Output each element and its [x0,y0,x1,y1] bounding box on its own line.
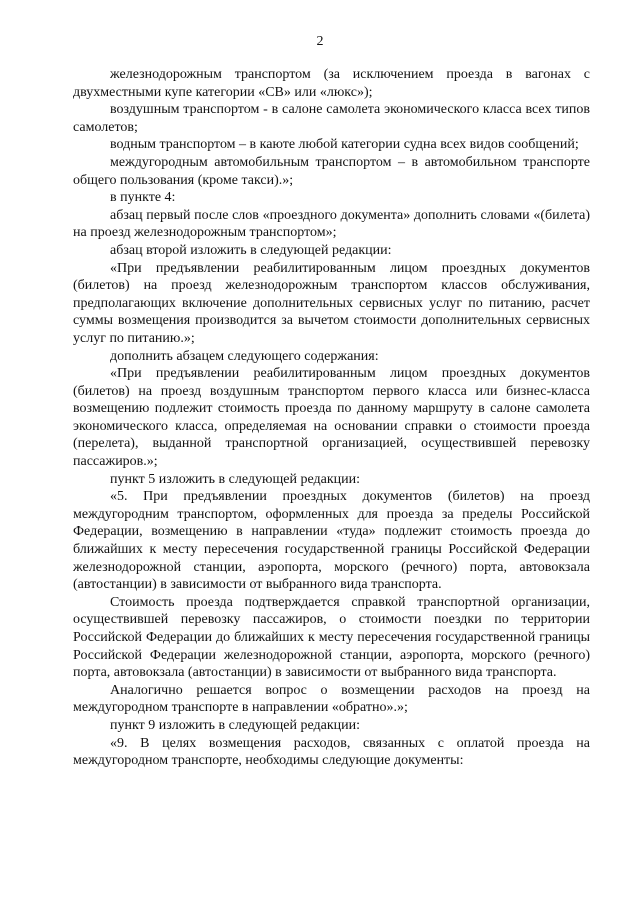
paragraph-air-transport: воздушным транспортом - в салоне самолета экономического класса всех типов самолетов; [73,102,590,135]
paragraph-clause-5-heading: пункт 5 изложить в следующей редакции: [110,471,360,487]
paragraph-supplement-heading: дополнить абзацем следующего содержания: [110,348,379,364]
paragraph-rail-transport: железнодорожным транспортом (за исключением проезда в вагонах с двухместными купе категории «СВ» или «люкс»); [73,67,590,100]
paragraph-clause-9-text: «9. В целях возмещения расходов, связанных с оплатой проезда на междугородном транспорте, необходимы следующие документы: [73,735,590,769]
paragraph-return-direction: Аналогично решается вопрос о возмещении расходов на проезд на междугородном транспорте в направлении «обратно».»; [73,682,590,716]
paragraph-clause-4-second-heading: абзац второй изложить в следующей редакции: [110,242,392,258]
paragraph-cost-confirmation: Стоимость проезда подтверждается справкой транспортной организации, осуществившей перевозку пассажиров, о стоимости поездки по территории Российской Федерации до ближайших к месту пересечения государственной границы Российской Федерации железнодорожной станции, аэропорта, морского (речного) порта, автовокзала (автостанции) в зависимости от выбранного вида транспорта. [73,594,590,681]
paragraph-road-transport: междугородным автомобильным транспортом – в автомобильном транспорте общего пользования (кроме такси).»; [73,154,590,188]
paragraph-water-transport: водным транспортом – в каюте любой категории судна всех видов сообщений; [110,137,579,153]
paragraph-clause-5-text: «5. При предъявлении проездных документов (билетов) на проезд междугородним транспортом, оформленных для проезда за пределы Российской Федерации, возмещению в направлении «туда» подлежит стоимость проезда до ближайших к месту пересечения государственной границы Российской Федерации железнодорожной станции, аэропорта, морского (речного) порта, автовокзала (автостанции) в зависимости от выбранного вида транспорта. [73,489,590,593]
page-number: 2 [316,34,324,49]
paragraph-clause-4-second-text: «При предъявлении реабилитированным лицом проездных документов (билетов) на проезд железнодорожным транспортом классов обслуживания, предполагающих включение дополнительных сервисных услуг по питанию, расчет суммы возмещения производится за вычетом стоимости дополнительных сервисных услуг по питанию.»; [73,260,590,346]
paragraph-clause-9-heading: пункт 9 изложить в следующей редакции: [110,717,360,733]
document-body [73,66,590,770]
paragraph-clause-4-first: абзац первый после слов «проездного документа» дополнить словами «(билета) на проезд железнодорожным транспортом»; [73,207,590,241]
paragraph-clause-4-heading: в пункте 4: [110,190,176,206]
paragraph-supplement-text: «При предъявлении реабилитированным лицом проездных документов (билетов) на проезд воздушным транспортом первого класса или бизнес-класса возмещению подлежит стоимость проезда по данному маршруту в салоне самолета экономического класса, определяемая на основании справки о стоимости проезда (перелета), выданной транспортной организацией, осуществившей перевозку пассажиров.»; [73,366,590,470]
